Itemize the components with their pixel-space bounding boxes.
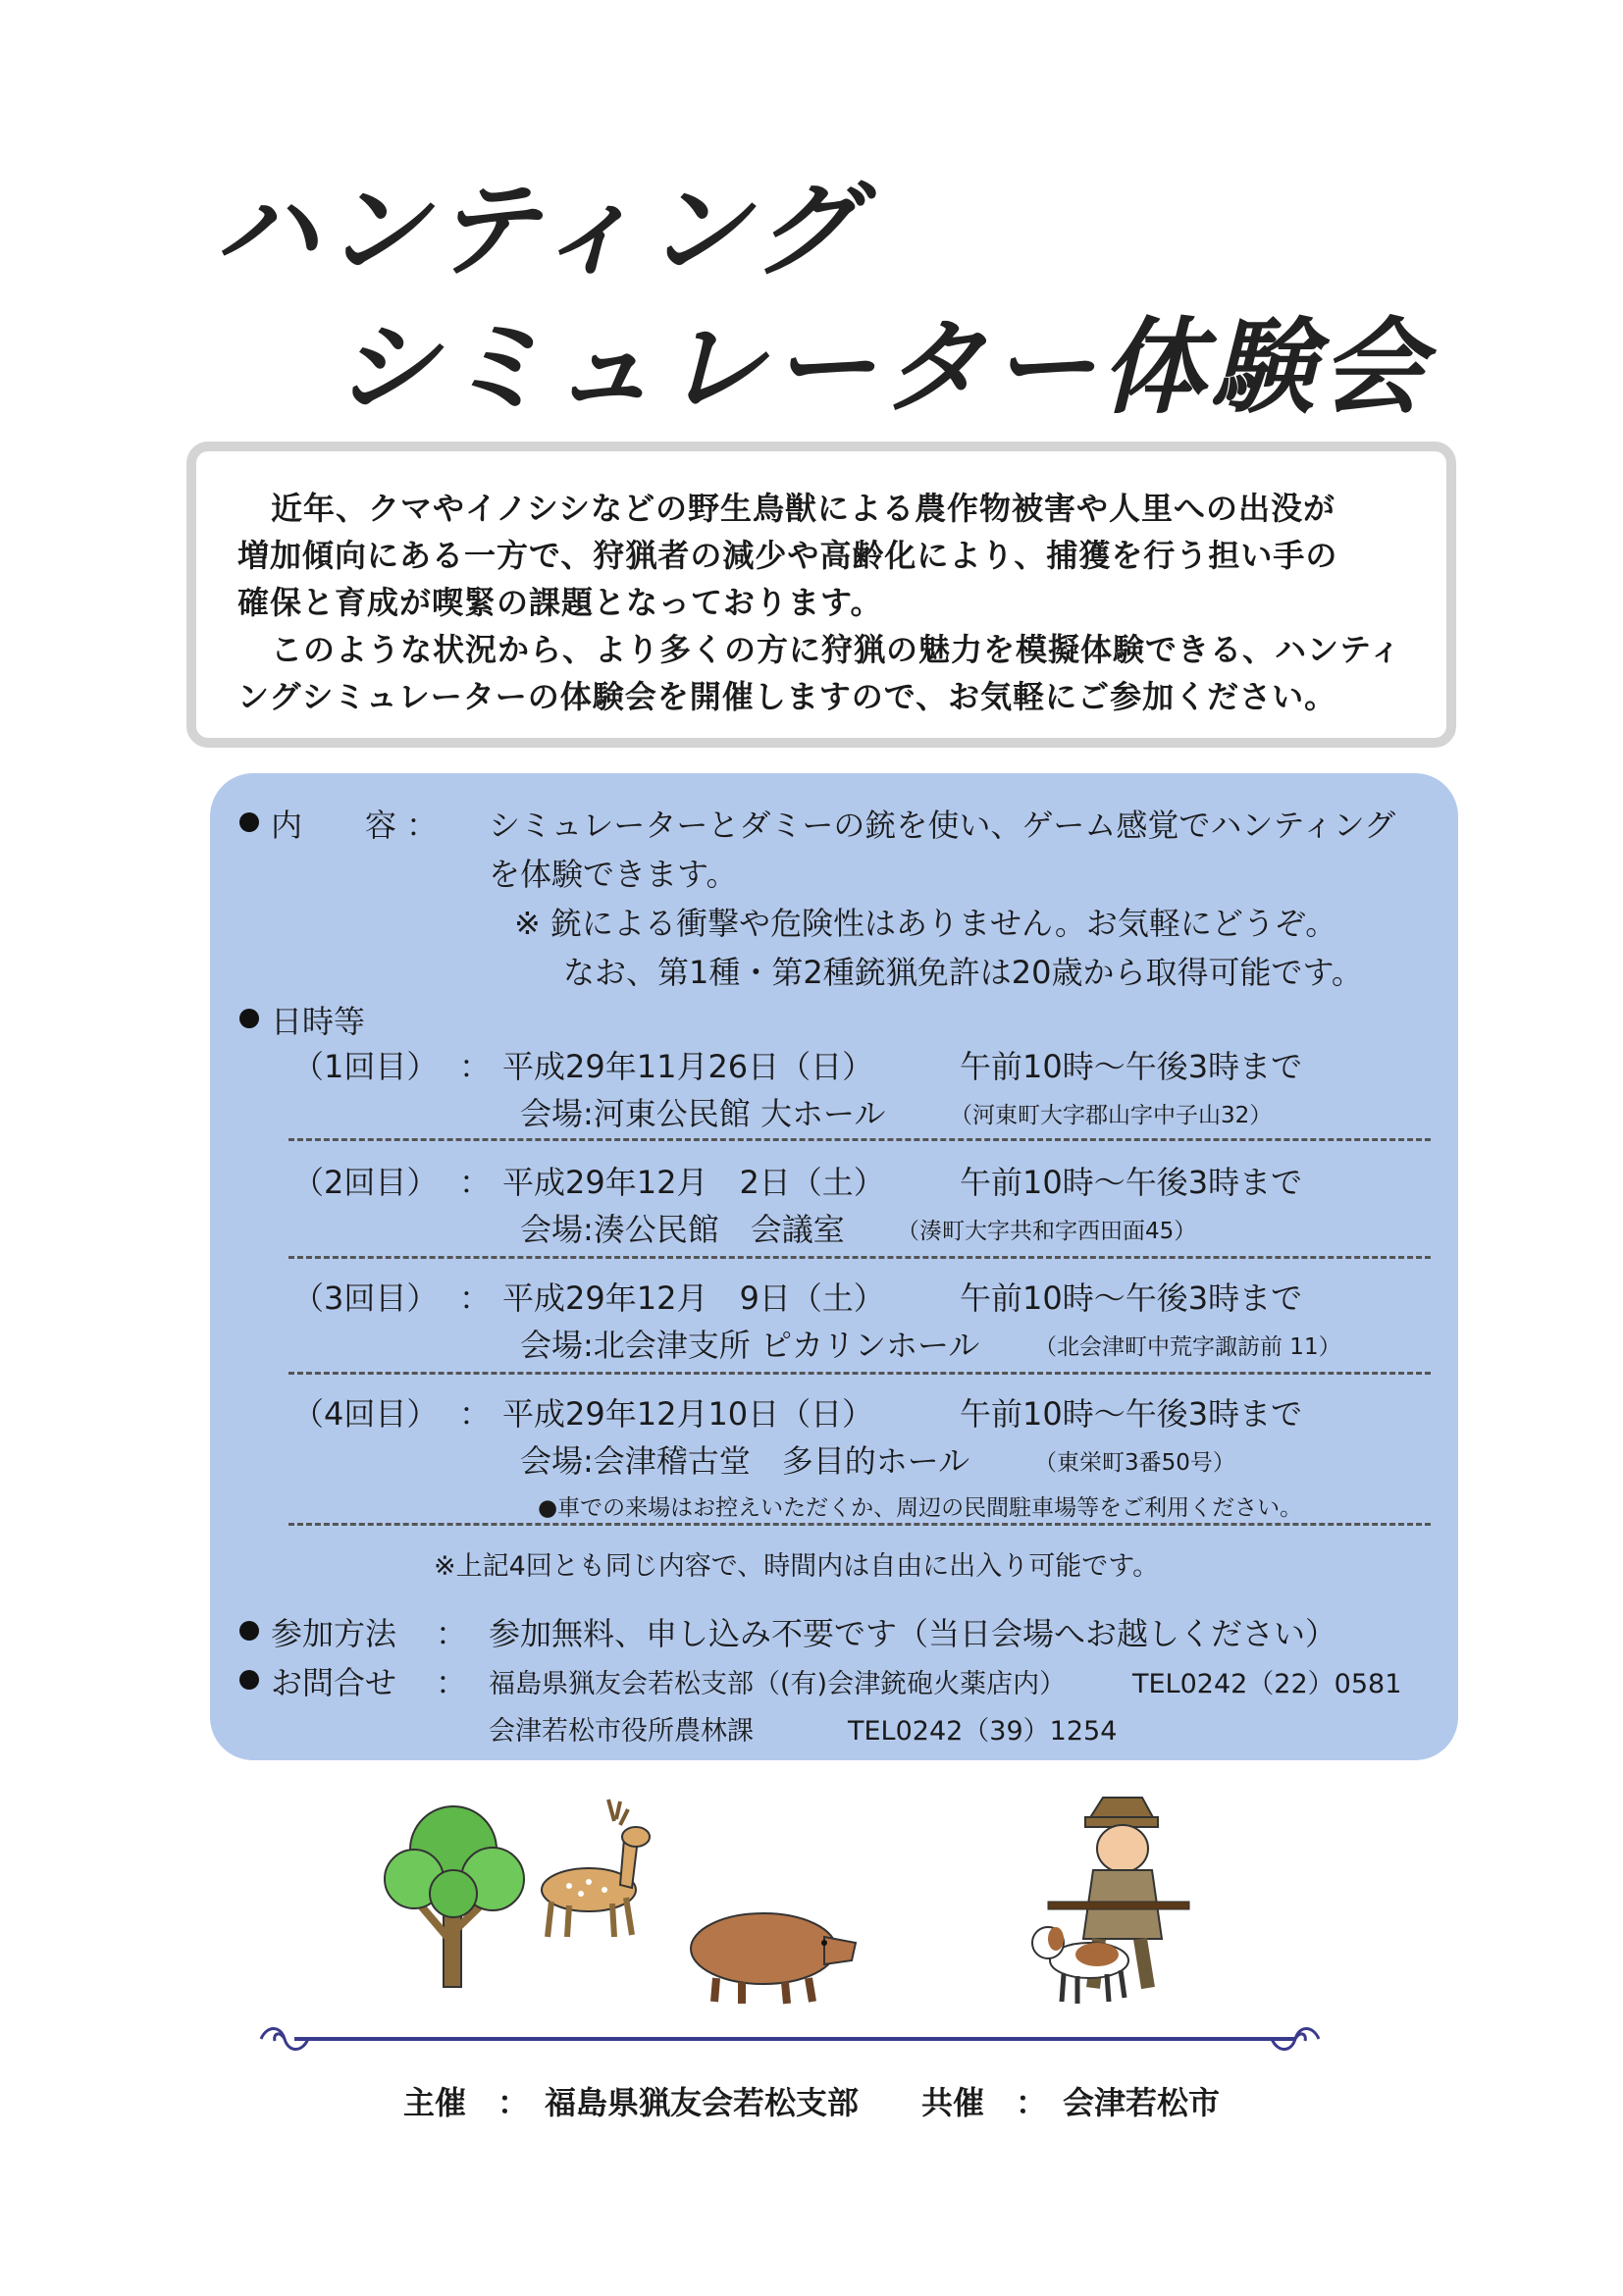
colon: ： (459, 1048, 492, 1085)
colon: ： (459, 1395, 492, 1433)
dog-icon (1028, 1909, 1136, 2008)
flourish-icon (1260, 2021, 1323, 2057)
session-date: 平成29年12月10日（日） (502, 1395, 874, 1433)
bullet-icon (239, 1621, 259, 1641)
intro-line: ングシミュレーターの体験会を開催しますので、お気軽にご参加ください。 (237, 678, 1337, 715)
colon: ： (459, 1164, 492, 1201)
session-venue: 会場:河東公民館 大ホール (520, 1095, 886, 1132)
divider-line (294, 2037, 1295, 2041)
boar-icon (677, 1900, 864, 2008)
session-time: 午前10時～午後3時まで (960, 1048, 1303, 1085)
session-address: （北会津町中荒字諏訪前 11） (1034, 1334, 1341, 1360)
session-time: 午前10時～午後3時まで (960, 1164, 1303, 1201)
session-number: （4回目） (292, 1395, 439, 1433)
colon: ： (436, 1664, 468, 1701)
intro-box (186, 442, 1456, 748)
common-note: ※上記4回とも同じ内容で、時間内は自由に出入り可能です。 (434, 1551, 1160, 1582)
divider-line (288, 1372, 1431, 1375)
session-number: （3回目） (292, 1279, 439, 1317)
colon: ： (436, 1615, 468, 1652)
bullet-icon (239, 812, 259, 832)
session-date: 平成29年11月26日（日） (502, 1048, 874, 1085)
schedule-label: 日時等 (271, 1003, 366, 1040)
title-line-1: ハンティング (214, 170, 864, 290)
info-panel (210, 773, 1458, 1760)
divider-line (288, 1256, 1431, 1259)
content-note: なお、第1種・第2種銃猟免許は20歳から取得可能です。 (563, 954, 1363, 991)
intro-line: このような状況から、より多くの方に狩猟の魅力を模擬体験できる、ハンティ (271, 631, 1402, 668)
contact-org: 福島県猟友会若松支部（(有)会津銃砲火薬店内） (489, 1669, 1067, 1699)
session-time: 午前10時～午後3時まで (960, 1395, 1303, 1433)
session-venue: 会場:会津稽古堂 多目的ホール (520, 1442, 970, 1480)
session-address: （河東町大字郡山字中子山32） (950, 1103, 1273, 1128)
bullet-icon (239, 1009, 259, 1028)
contact-tel: TEL0242（39）1254 (848, 1716, 1118, 1747)
content-text: を体験できます。 (489, 856, 738, 893)
organizer-footer: 主催 ： 福島県猟友会若松支部 共催 ： 会津若松市 (402, 2084, 1220, 2121)
session-time: 午前10時～午後3時まで (960, 1279, 1303, 1317)
session-venue: 会場:北会津支所 ピカリンホール (520, 1327, 980, 1364)
bullet-icon (239, 1670, 259, 1690)
session-date: 平成29年12月 2日（土） (502, 1164, 885, 1201)
contact-label: お問合せ (271, 1664, 397, 1701)
contact-tel: TEL0242（22）0581 (1132, 1669, 1402, 1699)
colon: ： (406, 807, 439, 844)
contact-org: 会津若松市役所農林課 (489, 1716, 754, 1747)
join-text: 参加無料、申し込み不要です（当日会場へお越しください） (489, 1615, 1337, 1652)
session-address: （東栄町3番50号） (1034, 1450, 1235, 1476)
content-text: シミュレーターとダミーの銃を使い、ゲーム感覚でハンティング (489, 807, 1396, 844)
colon: ： (459, 1279, 492, 1317)
join-label: 参加方法 (271, 1615, 397, 1652)
session-venue: 会場:湊公民館 会議室 (520, 1211, 845, 1248)
divider-line (288, 1138, 1431, 1141)
session-date: 平成29年12月 9日（土） (502, 1279, 885, 1317)
session-address: （湊町大字共和字西田面45） (897, 1219, 1197, 1244)
tree-icon (375, 1796, 532, 1992)
deer-icon (530, 1792, 677, 1939)
intro-line: 近年、クマやイノシシなどの野生鳥獣による農作物被害や人里への出没が (271, 490, 1336, 527)
intro-line: 確保と育成が喫緊の課題となっております。 (237, 584, 883, 621)
title-line-2: シミュレーター体験会 (334, 307, 1431, 428)
content-label: 内 容 (271, 807, 397, 844)
session-number: （2回目） (292, 1164, 439, 1201)
intro-line: 増加傾向にある一方で、狩猟者の減少や高齢化により、捕獲を行う担い手の (237, 537, 1338, 574)
parking-note: ●車での来場はお控えいただくか、周辺の民間駐車場等をご利用ください。 (538, 1495, 1303, 1521)
session-number: （1回目） (292, 1048, 439, 1085)
content-note: ※ 銃による衝撃や危険性はありません。お気軽にどうぞ。 (514, 905, 1337, 942)
divider-line (288, 1523, 1431, 1526)
